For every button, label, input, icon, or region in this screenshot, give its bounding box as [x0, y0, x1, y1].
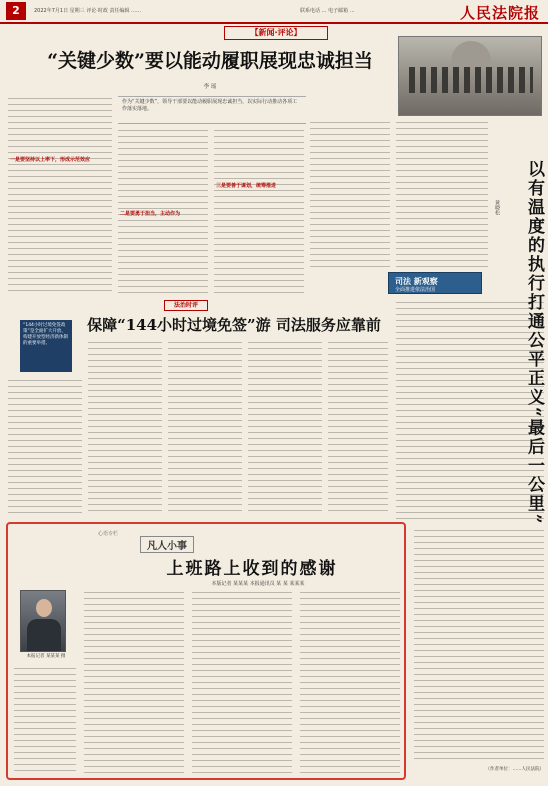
right-author: 黄晓松 [494, 200, 500, 215]
right-lower-text [414, 528, 544, 762]
lead-text-col-5 [396, 120, 488, 268]
lead-text-col-1 [8, 96, 112, 294]
portrait-caption: 本报记者 某某某 摄 [26, 654, 66, 659]
judicial-observation-banner [388, 272, 482, 294]
feature-column-tag: 心语专栏 [98, 531, 119, 537]
feature-headline: 上班路上收到的感谢 [166, 559, 338, 579]
lead-summary: 作为“关键少数”，领导干部要以能动履职展现忠诚担当，以实际行动推动各项工作落实落地。 [118, 96, 306, 124]
lead-text-col-3 [214, 128, 304, 294]
middle-text-col-3 [168, 340, 242, 514]
masthead-meta-left: 2022年7月1日 星期三 评论·时政 责任编辑 …… [34, 8, 142, 14]
feature-column-title: 凡人小事 [140, 536, 194, 553]
newspaper-brand: 人民法院报 [459, 4, 540, 22]
lead-headline: “关键少数”要以能动履职展现忠诚担当 [47, 50, 373, 72]
feature-text-col-3 [192, 590, 292, 774]
middle-text-col-2 [88, 340, 162, 514]
feature-portrait [20, 590, 66, 652]
author-unit-note: （作者单位：……人民法院） [485, 767, 544, 772]
banner-subtitle: 全面推进依法治国 [395, 287, 436, 293]
feature-text-col-2 [84, 590, 184, 774]
lead-author: 李 瑶 [203, 84, 217, 90]
feature-box [6, 522, 406, 780]
masthead-meta-right: 联系电话 … 电子邮箱 … [300, 8, 355, 14]
lead-subhead-2: 二是要勇于担当，主动作为 [120, 211, 181, 217]
section-tag: 【新闻·评论】 [224, 26, 328, 40]
lead-subhead-1: 一是要坚持以上率下，形成示范效应 [10, 157, 91, 163]
lead-photo [398, 36, 542, 116]
banner-title: 司法 新观察 [395, 277, 438, 286]
masthead [0, 0, 548, 24]
feature-text-col-4 [300, 590, 400, 774]
middle-text-col-4 [248, 340, 322, 514]
middle-headline: 保障“144小时过境免签”游 司法服务应靠前 [87, 316, 381, 334]
feature-authors: 本版记者 某某某 本报通讯员 某 某 某某某 [211, 581, 305, 587]
lead-subhead-3: 三是要善于谋划，统筹推进 [216, 183, 277, 189]
middle-section-tag: 法治时评 [164, 300, 208, 311]
right-vertical-headline: 以有温度的执行打通公平正义“最后一公里” [524, 160, 544, 526]
middle-text-col-1 [8, 378, 82, 514]
feature-text-col-1 [14, 666, 76, 774]
page-number: 2 [6, 2, 26, 20]
lead-text-col-4 [310, 120, 390, 268]
middle-text-col-5 [328, 340, 388, 514]
middle-side-note: “144小时过境免签政策”是全面扩大开放、构建开放型经济新体制的重要举措。 [20, 320, 72, 372]
